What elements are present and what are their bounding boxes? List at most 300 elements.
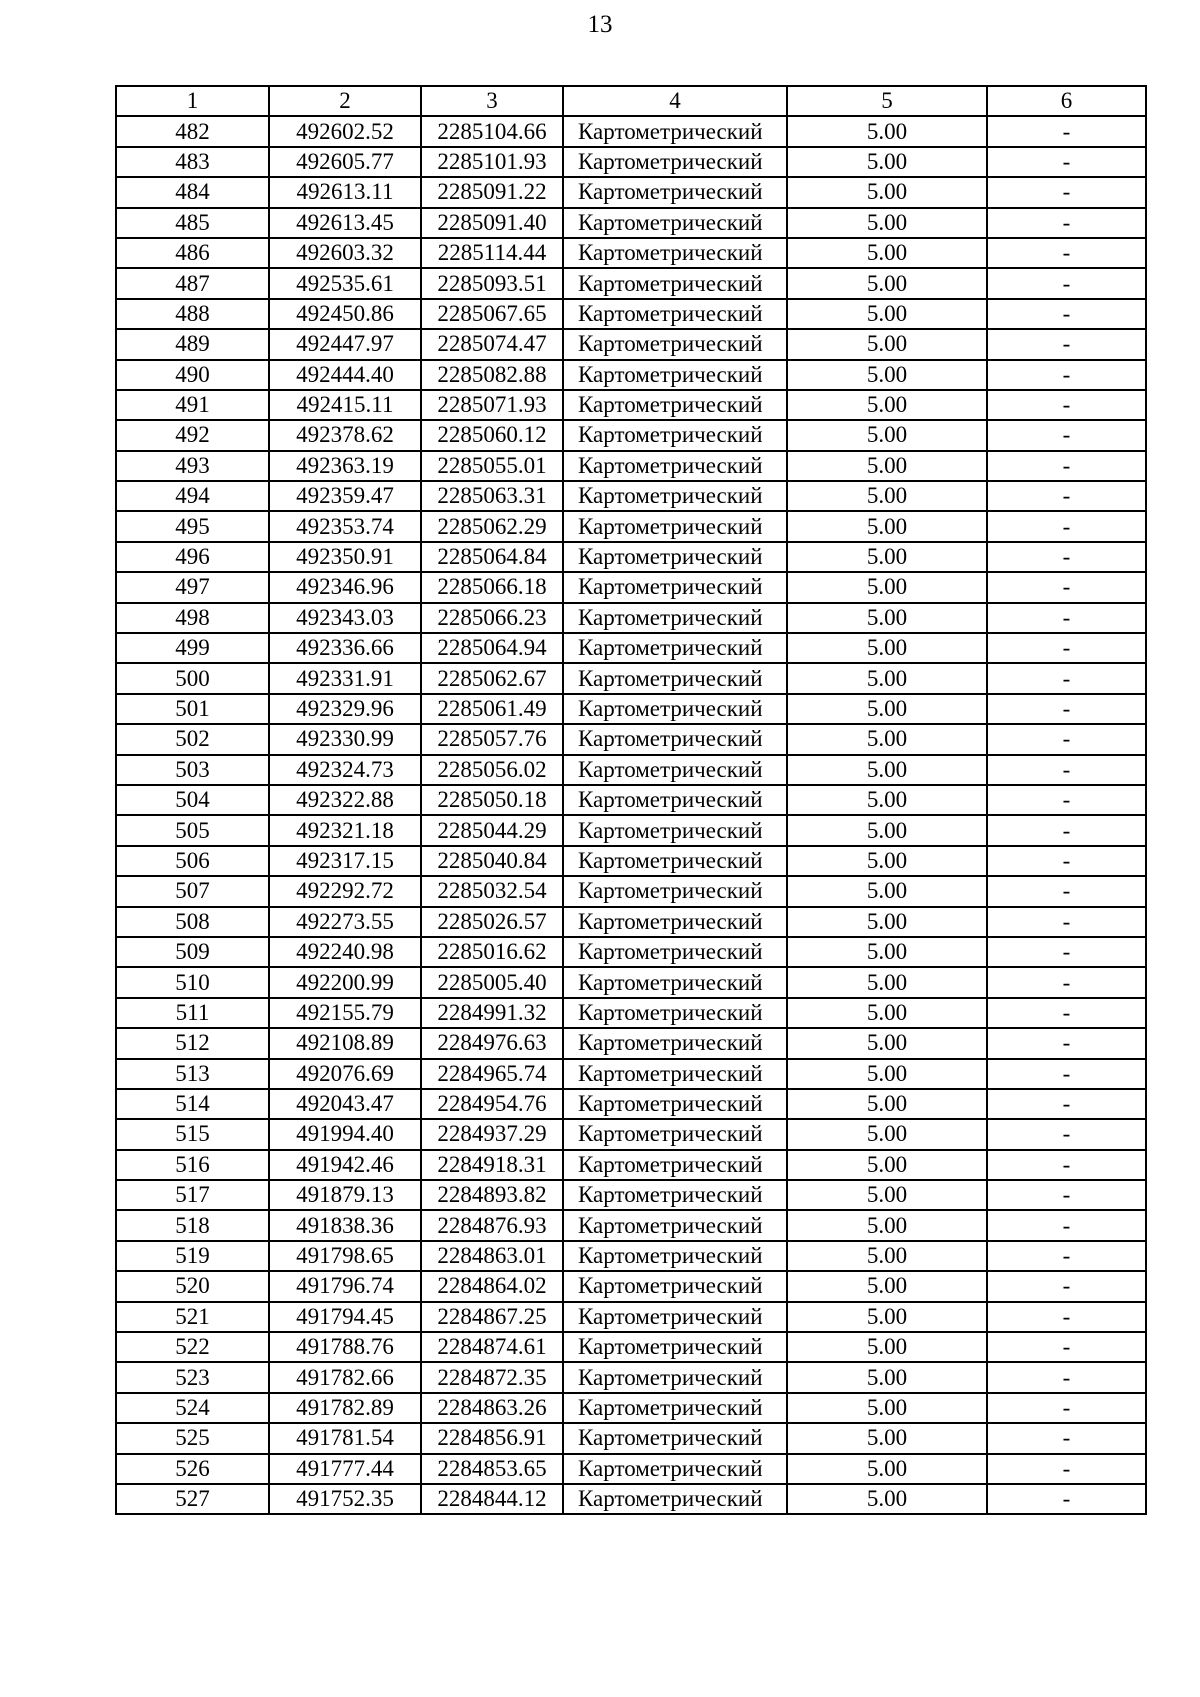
- cell-coord-y: 2285061.49: [421, 694, 563, 724]
- cell-point-number: 511: [116, 998, 269, 1028]
- cell-note: -: [987, 663, 1146, 693]
- cell-method: Картометрический: [563, 755, 787, 785]
- cell-accuracy: 5.00: [787, 1362, 987, 1392]
- table-row: [116, 663, 1146, 693]
- cell-coord-x: 492535.61: [269, 268, 421, 298]
- cell-note: -: [987, 785, 1146, 815]
- cell-point-number: 517: [116, 1180, 269, 1210]
- cell-point-number: 504: [116, 785, 269, 815]
- cell-method: Картометрический: [563, 633, 787, 663]
- cell-coord-y: 2285050.18: [421, 785, 563, 815]
- cell-coord-y: 2285091.22: [421, 177, 563, 207]
- cell-method: Картометрический: [563, 1271, 787, 1301]
- table-row: [116, 815, 1146, 845]
- cell-accuracy: 5.00: [787, 1423, 987, 1453]
- cell-coord-x: 491879.13: [269, 1180, 421, 1210]
- cell-point-number: 498: [116, 603, 269, 633]
- cell-point-number: 489: [116, 329, 269, 359]
- cell-coord-x: 492330.99: [269, 724, 421, 754]
- cell-accuracy: 5.00: [787, 1241, 987, 1271]
- table-row: [116, 116, 1146, 146]
- cell-note: -: [987, 1028, 1146, 1058]
- cell-method: Картометрический: [563, 542, 787, 572]
- table-row: [116, 1362, 1146, 1392]
- cell-coord-y: 2285064.94: [421, 633, 563, 663]
- cell-note: -: [987, 1393, 1146, 1423]
- cell-note: -: [987, 177, 1146, 207]
- cell-coord-x: 492613.45: [269, 208, 421, 238]
- cell-point-number: 510: [116, 967, 269, 997]
- cell-accuracy: 5.00: [787, 511, 987, 541]
- cell-method: Картометрический: [563, 785, 787, 815]
- cell-point-number: 519: [116, 1241, 269, 1271]
- cell-method: Картометрический: [563, 1332, 787, 1362]
- table-row: [116, 511, 1146, 541]
- cell-accuracy: 5.00: [787, 907, 987, 937]
- cell-point-number: 493: [116, 451, 269, 481]
- table-row: [116, 1484, 1146, 1514]
- table-row: [116, 846, 1146, 876]
- cell-accuracy: 5.00: [787, 1454, 987, 1484]
- cell-note: -: [987, 1332, 1146, 1362]
- cell-note: -: [987, 116, 1146, 146]
- cell-coord-x: 492324.73: [269, 755, 421, 785]
- cell-coord-y: 2284856.91: [421, 1423, 563, 1453]
- cell-point-number: 505: [116, 815, 269, 845]
- cell-coord-y: 2285005.40: [421, 967, 563, 997]
- cell-accuracy: 5.00: [787, 603, 987, 633]
- cell-accuracy: 5.00: [787, 694, 987, 724]
- cell-accuracy: 5.00: [787, 937, 987, 967]
- cell-coord-x: 491798.65: [269, 1241, 421, 1271]
- cell-coord-x: 491777.44: [269, 1454, 421, 1484]
- cell-method: Картометрический: [563, 694, 787, 724]
- cell-coord-x: 492108.89: [269, 1028, 421, 1058]
- cell-accuracy: 5.00: [787, 1180, 987, 1210]
- table-row: [116, 147, 1146, 177]
- cell-point-number: 514: [116, 1089, 269, 1119]
- cell-coord-x: 492353.74: [269, 511, 421, 541]
- cell-accuracy: 5.00: [787, 481, 987, 511]
- cell-coord-y: 2284937.29: [421, 1119, 563, 1149]
- cell-coord-y: 2285066.18: [421, 572, 563, 602]
- cell-point-number: 499: [116, 633, 269, 663]
- cell-accuracy: 5.00: [787, 815, 987, 845]
- cell-coord-x: 492317.15: [269, 846, 421, 876]
- cell-coord-y: 2284864.02: [421, 1271, 563, 1301]
- cell-method: Картометрический: [563, 1119, 787, 1149]
- cell-accuracy: 5.00: [787, 420, 987, 450]
- cell-method: Картометрический: [563, 1362, 787, 1392]
- cell-coord-y: 2285062.29: [421, 511, 563, 541]
- cell-accuracy: 5.00: [787, 1484, 987, 1514]
- cell-note: -: [987, 390, 1146, 420]
- cell-note: -: [987, 1150, 1146, 1180]
- cell-coord-x: 492292.72: [269, 876, 421, 906]
- table-row: [116, 177, 1146, 207]
- table-header-row: [116, 86, 1146, 116]
- cell-method: Картометрический: [563, 420, 787, 450]
- cell-point-number: 525: [116, 1423, 269, 1453]
- cell-note: -: [987, 633, 1146, 663]
- cell-method: Картометрический: [563, 815, 787, 845]
- cell-coord-y: 2284863.26: [421, 1393, 563, 1423]
- cell-point-number: 508: [116, 907, 269, 937]
- cell-note: -: [987, 724, 1146, 754]
- cell-accuracy: 5.00: [787, 451, 987, 481]
- cell-point-number: 483: [116, 147, 269, 177]
- cell-method: Картометрический: [563, 1180, 787, 1210]
- cell-method: Картометрический: [563, 1089, 787, 1119]
- cell-accuracy: 5.00: [787, 1119, 987, 1149]
- cell-method: Картометрический: [563, 147, 787, 177]
- cell-coord-y: 2284863.01: [421, 1241, 563, 1271]
- cell-method: Картометрический: [563, 177, 787, 207]
- cell-note: -: [987, 1119, 1146, 1149]
- table-row: [116, 299, 1146, 329]
- cell-accuracy: 5.00: [787, 299, 987, 329]
- cell-accuracy: 5.00: [787, 876, 987, 906]
- cell-method: Картометрический: [563, 1393, 787, 1423]
- cell-point-number: 522: [116, 1332, 269, 1362]
- table-row: [116, 451, 1146, 481]
- cell-point-number: 494: [116, 481, 269, 511]
- cell-coord-x: 492602.52: [269, 116, 421, 146]
- cell-point-number: 495: [116, 511, 269, 541]
- cell-coord-x: 491782.66: [269, 1362, 421, 1392]
- cell-method: Картометрический: [563, 1059, 787, 1089]
- cell-coord-x: 491781.54: [269, 1423, 421, 1453]
- table-row: [116, 1089, 1146, 1119]
- cell-coord-x: 492321.18: [269, 815, 421, 845]
- cell-coord-x: 492450.86: [269, 299, 421, 329]
- header-col-2: 2: [269, 86, 421, 116]
- cell-note: -: [987, 876, 1146, 906]
- cell-point-number: 502: [116, 724, 269, 754]
- cell-coord-y: 2285040.84: [421, 846, 563, 876]
- table-row: [116, 1119, 1146, 1149]
- cell-note: -: [987, 299, 1146, 329]
- cell-method: Картометрический: [563, 1210, 787, 1240]
- cell-coord-x: 492329.96: [269, 694, 421, 724]
- table-row: [116, 633, 1146, 663]
- cell-coord-y: 2285093.51: [421, 268, 563, 298]
- cell-point-number: 521: [116, 1302, 269, 1332]
- cell-coord-x: 492322.88: [269, 785, 421, 815]
- cell-accuracy: 5.00: [787, 1089, 987, 1119]
- cell-point-number: 497: [116, 572, 269, 602]
- cell-note: -: [987, 451, 1146, 481]
- cell-coord-x: 491994.40: [269, 1119, 421, 1149]
- cell-point-number: 488: [116, 299, 269, 329]
- cell-method: Картометрический: [563, 603, 787, 633]
- cell-accuracy: 5.00: [787, 755, 987, 785]
- cell-coord-x: 491752.35: [269, 1484, 421, 1514]
- cell-coord-y: 2285016.62: [421, 937, 563, 967]
- cell-note: -: [987, 1484, 1146, 1514]
- cell-accuracy: 5.00: [787, 1150, 987, 1180]
- cell-coord-x: 492343.03: [269, 603, 421, 633]
- cell-method: Картометрический: [563, 572, 787, 602]
- table-body: [116, 86, 1146, 1514]
- cell-note: -: [987, 967, 1146, 997]
- cell-coord-y: 2285082.88: [421, 360, 563, 390]
- cell-note: -: [987, 1362, 1146, 1392]
- cell-method: Картометрический: [563, 1302, 787, 1332]
- cell-accuracy: 5.00: [787, 1210, 987, 1240]
- cell-coord-y: 2284874.61: [421, 1332, 563, 1362]
- table-row: [116, 876, 1146, 906]
- cell-coord-x: 492350.91: [269, 542, 421, 572]
- cell-method: Картометрический: [563, 481, 787, 511]
- cell-accuracy: 5.00: [787, 147, 987, 177]
- cell-point-number: 524: [116, 1393, 269, 1423]
- table-row: [116, 694, 1146, 724]
- cell-point-number: 509: [116, 937, 269, 967]
- cell-coord-y: 2285074.47: [421, 329, 563, 359]
- cell-method: Картометрический: [563, 1241, 787, 1271]
- cell-note: -: [987, 1089, 1146, 1119]
- cell-note: -: [987, 481, 1146, 511]
- cell-point-number: 487: [116, 268, 269, 298]
- header-col-4: 4: [563, 86, 787, 116]
- table-row: [116, 1332, 1146, 1362]
- cell-coord-x: 492346.96: [269, 572, 421, 602]
- cell-point-number: 518: [116, 1210, 269, 1240]
- header-col-6: 6: [987, 86, 1146, 116]
- cell-coord-x: 492331.91: [269, 663, 421, 693]
- cell-coord-x: 492415.11: [269, 390, 421, 420]
- cell-accuracy: 5.00: [787, 724, 987, 754]
- table-row: [116, 208, 1146, 238]
- table-row: [116, 724, 1146, 754]
- cell-point-number: 490: [116, 360, 269, 390]
- cell-accuracy: 5.00: [787, 329, 987, 359]
- cell-coord-y: 2284876.93: [421, 1210, 563, 1240]
- cell-note: -: [987, 238, 1146, 268]
- cell-point-number: 503: [116, 755, 269, 785]
- cell-method: Картометрический: [563, 724, 787, 754]
- header-col-3: 3: [421, 86, 563, 116]
- cell-accuracy: 5.00: [787, 785, 987, 815]
- cell-coord-y: 2284976.63: [421, 1028, 563, 1058]
- cell-method: Картометрический: [563, 329, 787, 359]
- cell-accuracy: 5.00: [787, 846, 987, 876]
- cell-method: Картометрический: [563, 116, 787, 146]
- cell-point-number: 496: [116, 542, 269, 572]
- cell-coord-x: 492043.47: [269, 1089, 421, 1119]
- cell-method: Картометрический: [563, 998, 787, 1028]
- cell-coord-y: 2285055.01: [421, 451, 563, 481]
- table-row: [116, 1210, 1146, 1240]
- cell-coord-x: 492155.79: [269, 998, 421, 1028]
- cell-accuracy: 5.00: [787, 1059, 987, 1089]
- cell-accuracy: 5.00: [787, 238, 987, 268]
- cell-note: -: [987, 815, 1146, 845]
- table-row: [116, 967, 1146, 997]
- cell-point-number: 491: [116, 390, 269, 420]
- cell-coord-y: 2285063.31: [421, 481, 563, 511]
- cell-point-number: 500: [116, 663, 269, 693]
- table-row: [116, 755, 1146, 785]
- cell-note: -: [987, 511, 1146, 541]
- cell-accuracy: 5.00: [787, 572, 987, 602]
- cell-coord-y: 2285056.02: [421, 755, 563, 785]
- cell-method: Картометрический: [563, 238, 787, 268]
- cell-accuracy: 5.00: [787, 998, 987, 1028]
- table-row: [116, 329, 1146, 359]
- cell-note: -: [987, 1302, 1146, 1332]
- table-row: [116, 603, 1146, 633]
- cell-note: -: [987, 572, 1146, 602]
- cell-coord-y: 2284853.65: [421, 1454, 563, 1484]
- cell-coord-y: 2285104.66: [421, 116, 563, 146]
- cell-point-number: 507: [116, 876, 269, 906]
- cell-note: -: [987, 329, 1146, 359]
- cell-method: Картометрический: [563, 1423, 787, 1453]
- cell-coord-x: 492363.19: [269, 451, 421, 481]
- cell-accuracy: 5.00: [787, 1393, 987, 1423]
- table-row: [116, 238, 1146, 268]
- cell-note: -: [987, 208, 1146, 238]
- cell-note: -: [987, 268, 1146, 298]
- table-row: [116, 268, 1146, 298]
- table-row: [116, 998, 1146, 1028]
- cell-accuracy: 5.00: [787, 268, 987, 298]
- cell-coord-y: 2285044.29: [421, 815, 563, 845]
- cell-method: Картометрический: [563, 876, 787, 906]
- cell-note: -: [987, 694, 1146, 724]
- cell-method: Картометрический: [563, 937, 787, 967]
- cell-point-number: 512: [116, 1028, 269, 1058]
- cell-coord-x: 492605.77: [269, 147, 421, 177]
- cell-coord-y: 2284991.32: [421, 998, 563, 1028]
- cell-coord-y: 2285114.44: [421, 238, 563, 268]
- cell-note: -: [987, 147, 1146, 177]
- cell-accuracy: 5.00: [787, 208, 987, 238]
- cell-coord-x: 491788.76: [269, 1332, 421, 1362]
- cell-coord-x: 492447.97: [269, 329, 421, 359]
- cell-note: -: [987, 1423, 1146, 1453]
- cell-accuracy: 5.00: [787, 663, 987, 693]
- cell-note: -: [987, 907, 1146, 937]
- table-row: [116, 542, 1146, 572]
- cell-method: Картометрический: [563, 1150, 787, 1180]
- table-row: [116, 1059, 1146, 1089]
- cell-point-number: 485: [116, 208, 269, 238]
- cell-coord-y: 2285067.65: [421, 299, 563, 329]
- cell-coord-x: 492444.40: [269, 360, 421, 390]
- cell-coord-x: 491782.89: [269, 1393, 421, 1423]
- table-row: [116, 907, 1146, 937]
- cell-accuracy: 5.00: [787, 390, 987, 420]
- table-row: [116, 360, 1146, 390]
- cell-point-number: 506: [116, 846, 269, 876]
- cell-point-number: 516: [116, 1150, 269, 1180]
- cell-coord-x: 492336.66: [269, 633, 421, 663]
- cell-note: -: [987, 542, 1146, 572]
- cell-coord-y: 2284844.12: [421, 1484, 563, 1514]
- cell-point-number: 501: [116, 694, 269, 724]
- cell-note: -: [987, 1059, 1146, 1089]
- cell-coord-y: 2284965.74: [421, 1059, 563, 1089]
- table-row: [116, 1302, 1146, 1332]
- cell-accuracy: 5.00: [787, 1028, 987, 1058]
- cell-coord-x: 492378.62: [269, 420, 421, 450]
- cell-method: Картометрический: [563, 360, 787, 390]
- table-row: [116, 1150, 1146, 1180]
- table-row: [116, 1180, 1146, 1210]
- cell-note: -: [987, 1210, 1146, 1240]
- cell-point-number: 513: [116, 1059, 269, 1089]
- cell-coord-y: 2284893.82: [421, 1180, 563, 1210]
- cell-coord-y: 2285062.67: [421, 663, 563, 693]
- cell-coord-y: 2285064.84: [421, 542, 563, 572]
- cell-coord-x: 491796.74: [269, 1271, 421, 1301]
- cell-point-number: 526: [116, 1454, 269, 1484]
- cell-note: -: [987, 360, 1146, 390]
- cell-point-number: 492: [116, 420, 269, 450]
- cell-point-number: 515: [116, 1119, 269, 1149]
- header-col-5: 5: [787, 86, 987, 116]
- cell-coord-y: 2284872.35: [421, 1362, 563, 1392]
- cell-accuracy: 5.00: [787, 177, 987, 207]
- cell-note: -: [987, 846, 1146, 876]
- cell-note: -: [987, 755, 1146, 785]
- cell-coord-x: 491838.36: [269, 1210, 421, 1240]
- cell-note: -: [987, 1241, 1146, 1271]
- cell-coord-y: 2285101.93: [421, 147, 563, 177]
- cell-coord-x: 491794.45: [269, 1302, 421, 1332]
- table-row: [116, 1271, 1146, 1301]
- cell-accuracy: 5.00: [787, 542, 987, 572]
- cell-coord-y: 2285057.76: [421, 724, 563, 754]
- cell-method: Картометрический: [563, 390, 787, 420]
- cell-method: Картометрический: [563, 451, 787, 481]
- table-row: [116, 1241, 1146, 1271]
- cell-coord-x: 492603.32: [269, 238, 421, 268]
- cell-method: Картометрический: [563, 663, 787, 693]
- cell-note: -: [987, 603, 1146, 633]
- cell-point-number: 523: [116, 1362, 269, 1392]
- cell-accuracy: 5.00: [787, 116, 987, 146]
- cell-note: -: [987, 998, 1146, 1028]
- cell-accuracy: 5.00: [787, 1332, 987, 1362]
- cell-method: Картометрический: [563, 511, 787, 541]
- cell-coord-y: 2285071.93: [421, 390, 563, 420]
- cell-coord-y: 2285032.54: [421, 876, 563, 906]
- cell-coord-y: 2284918.31: [421, 1150, 563, 1180]
- cell-coord-y: 2284867.25: [421, 1302, 563, 1332]
- coordinates-table: [115, 85, 1147, 1515]
- page-number: 13: [587, 11, 613, 38]
- cell-point-number: 484: [116, 177, 269, 207]
- cell-method: Картометрический: [563, 1484, 787, 1514]
- table-row: [116, 937, 1146, 967]
- cell-method: Картометрический: [563, 299, 787, 329]
- cell-coord-x: 492200.99: [269, 967, 421, 997]
- cell-note: -: [987, 420, 1146, 450]
- cell-coord-x: 492359.47: [269, 481, 421, 511]
- table-row: [116, 1454, 1146, 1484]
- table-row: [116, 420, 1146, 450]
- cell-accuracy: 5.00: [787, 967, 987, 997]
- cell-point-number: 486: [116, 238, 269, 268]
- cell-method: Картометрический: [563, 268, 787, 298]
- cell-point-number: 520: [116, 1271, 269, 1301]
- cell-coord-x: 492240.98: [269, 937, 421, 967]
- cell-method: Картометрический: [563, 1454, 787, 1484]
